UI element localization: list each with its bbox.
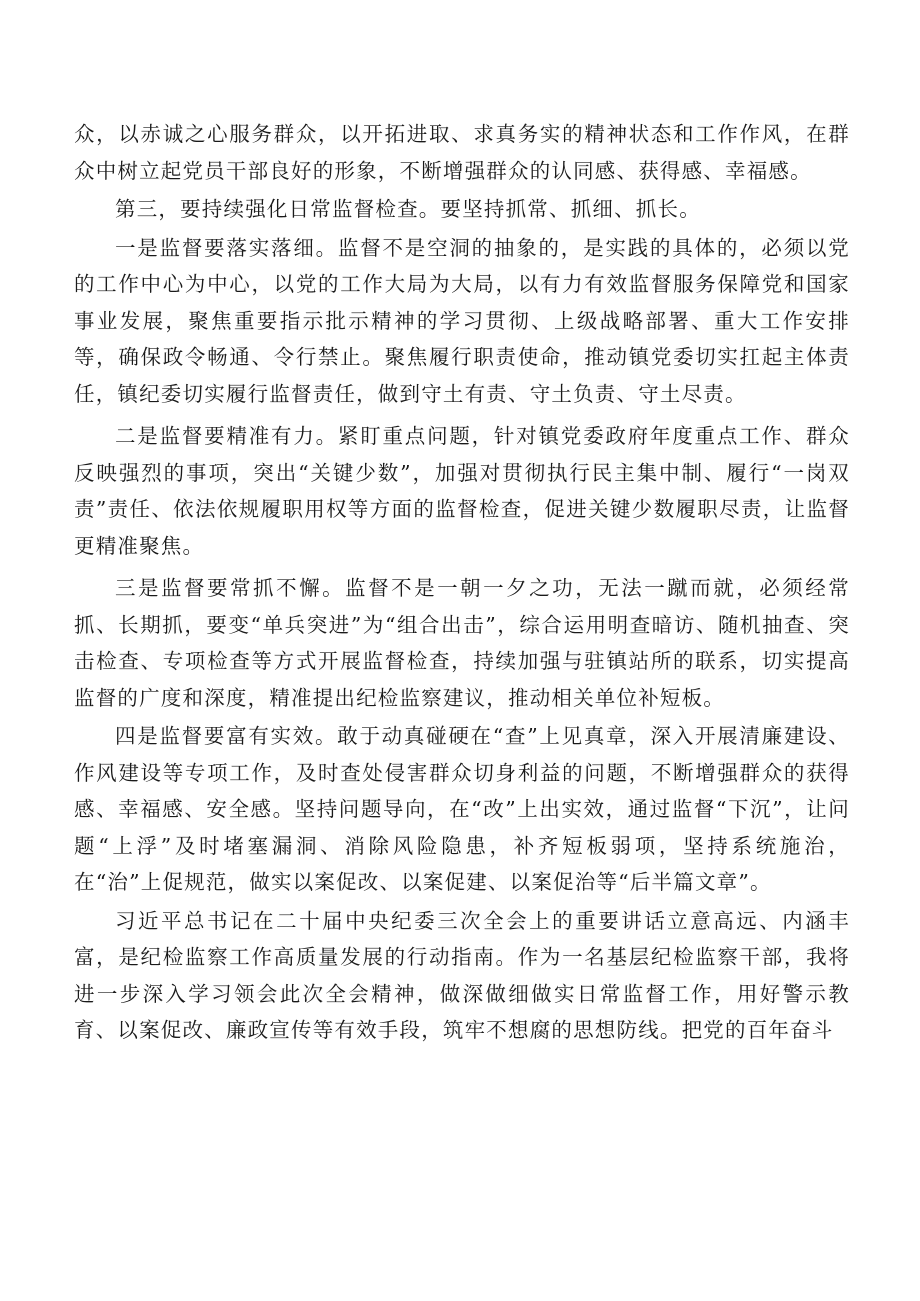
paragraph-conclusion: 习近平总书记在二十届中央纪委三次全会上的重要讲话立意高远、内涵丰富，是纪检监察工作高质量发展的行动指南。作为一名基层纪检监察干部，我将进一步深入学习领会此次全会精神，做深做细做实日常监督工作，用好警示教育、以案促改、廉政宣传等有效手段，筑牢不想腐的思想防线。把党的百年奋斗 xyxy=(74,908,850,1042)
paragraph-point-four: 四是监督要富有实效。敢于动真碰硬在“查”上见真章，深入开展清廉建设、作风建设等专项工作，及时查处侵害群众切身利益的问题，不断增强群众的获得感、幸福感、安全感。坚持问题导向，在“改”上出实效，通过监督“下沉”，让问题“上浮”及时堵塞漏洞、消除风险隐患，补齐短板弱项，坚持系统施治，在“治”上促规范，做实以案促改、以案促建、以案促治等“后半篇文章”。 xyxy=(74,724,850,894)
paragraph-continued: 众，以赤诚之心服务群众，以开拓进取、求真务实的精神状态和工作作风，在群众中树立起党员干部良好的形象，不断增强群众的认同感、获得感、幸福感。 xyxy=(74,122,850,183)
paragraph-section-three-heading: 第三，要持续强化日常监督检查。要坚持抓常、抓细、抓长。 xyxy=(115,197,701,221)
document-page xyxy=(74,116,850,1049)
paragraph-point-two: 二是监督要精准有力。紧盯重点问题，针对镇党委政府年度重点工作、群众反映强烈的事项，突出“关键少数”，加强对贯彻执行民主集中制、履行“一岗双责”责任、依法依规履职用权等方面的监督检查，促进关键少数履职尽责，让监督更精准聚焦。 xyxy=(74,424,850,558)
paragraph-point-three: 三是监督要常抓不懈。监督不是一朝一夕之功，无法一蹴而就，必须经常抓、长期抓，要变“单兵突进”为“组合出击”，综合运用明查暗访、随机抽查、突击检查、专项检查等方式开展监督检查，持续加强与驻镇站所的联系，切实提高监督的广度和深度，精准提出纪检监察建议，推动相关单位补短板。 xyxy=(74,576,850,710)
paragraph-point-one: 一是监督要落实落细。监督不是空洞的抽象的，是实践的具体的，必须以党的工作中心为中心，以党的工作大局为大局，以有力有效监督服务保障党和国家事业发展，聚焦重要指示批示精神的学习贯彻、上级战略部署、重大工作安排等，确保政令畅通、令行禁止。聚焦履行职责使命，推动镇党委切实扛起主体责任，镇纪委切实履行监督责任，做到守土有责、守土负责、守土尽责。 xyxy=(74,235,850,406)
